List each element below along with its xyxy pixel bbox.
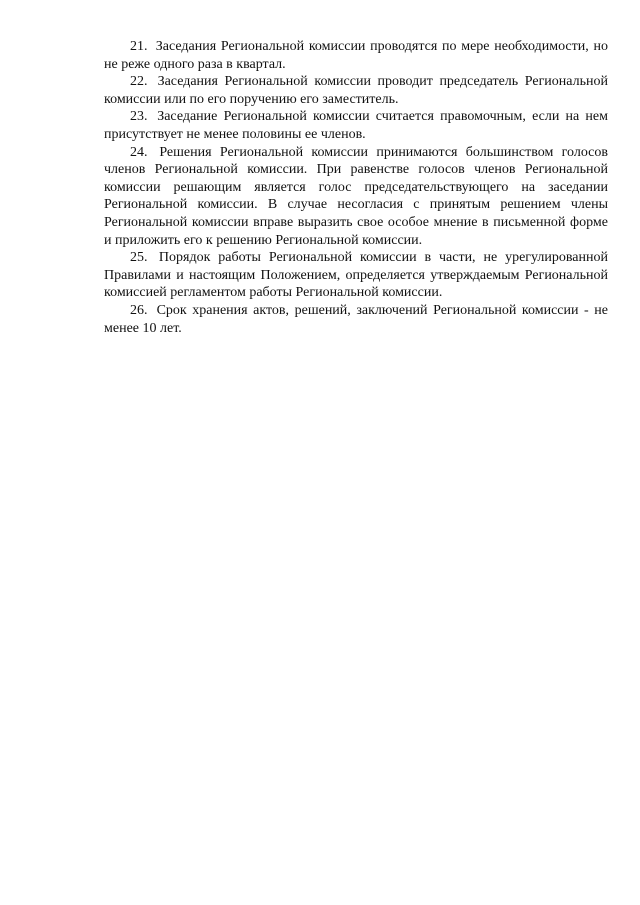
document-body — [104, 38, 608, 337]
paragraph-24 — [104, 144, 608, 250]
paragraph-text: Срок хранения актов, решений, заключений Региональной комиссии - не менее 10 лет. — [104, 302, 608, 336]
paragraph-number: 22. — [130, 74, 148, 90]
paragraph-text: Заседания Региональной комиссии проводит председатель Региональной комиссии или по его поручению его заместитель. — [104, 74, 608, 107]
paragraph-text: Решения Региональной комиссии принимаются большинством голосов членов Региональной комиссии. При равенстве голосов членов Региональной комиссии решающим является голос председательствующего на заседании Региональной комиссии. В случае несогласия с принятым решением члены Региональной комиссии вправе выразить свое особое мнение в письменной форме и приложить его к решению Региональной комиссии. — [104, 144, 609, 248]
paragraph-text: Заседание Региональной комиссии считается правомочным, если на нем присутствует не менее половины ее членов. — [104, 109, 608, 142]
paragraph-number: 26. — [130, 302, 148, 318]
paragraph-22 — [104, 73, 608, 108]
paragraph-26 — [104, 302, 608, 337]
paragraph-23 — [104, 108, 608, 143]
paragraph-text: Порядок работы Региональной комиссии в части, не урегулированной Правилами и настоящим Положением, определяется утверждаемым Региональной комиссией регламентом работы Региональной комиссии. — [104, 250, 608, 301]
paragraph-number: 23. — [130, 109, 148, 125]
paragraph-text: Заседания Региональной комиссии проводятся по мере необходимости, но не реже одного раза в квартал. — [104, 39, 608, 72]
paragraph-25 — [104, 249, 608, 302]
paragraph-number: 25. — [130, 250, 148, 266]
paragraph-number: 24. — [130, 144, 148, 160]
paragraph-number: 21. — [130, 39, 148, 54]
paragraph-21 — [104, 38, 608, 73]
